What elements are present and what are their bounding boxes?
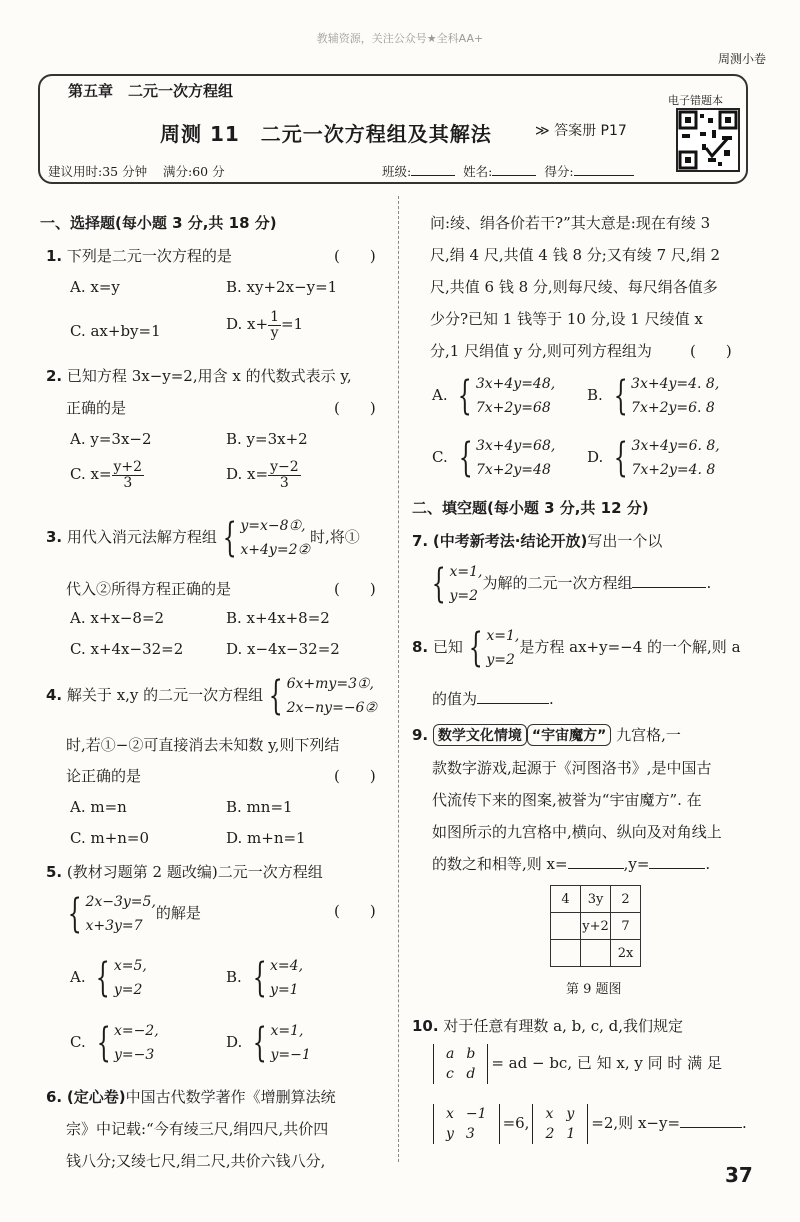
grid-cell — [551, 940, 581, 967]
question-3-line2: 代入②所得方程正确的是 — [66, 580, 232, 598]
question-6-line4: 问:绫、绢各价若干?”其大意是:现在有绫 3 — [430, 214, 711, 232]
option-a[interactable]: A. x=y — [70, 278, 120, 296]
qr-code-icon[interactable] — [676, 108, 740, 172]
score-field[interactable] — [574, 164, 634, 176]
score-label: 得分: — [544, 164, 574, 179]
answer-paren[interactable]: ( ) — [334, 580, 376, 598]
answer-blank-y[interactable] — [649, 855, 705, 869]
answer-blank[interactable] — [477, 690, 549, 704]
answer-blank[interactable] — [632, 574, 706, 588]
option-a[interactable]: A. y=3x−2 — [70, 430, 152, 448]
question-9: 9. 数学文化情境 “宇宙魔方” 九宫格,一 — [412, 726, 681, 744]
full-score: 满分:60 分 — [163, 164, 225, 179]
option-b[interactable]: B. { x=4, y=1 — [226, 955, 304, 1001]
question-6-line3: 钱八分;又绫七尺,绢二尺,共价六钱八分, — [66, 1152, 326, 1170]
equation-system: { y=x−8①, x+4y=2② — [222, 515, 311, 561]
option-b[interactable]: B. xy+2x−y=1 — [226, 278, 338, 296]
question-2-line2: 正确的是 — [66, 399, 127, 417]
question-2: 2. 已知方程 3x−y=2,用含 x 的代数式表示 y, — [46, 367, 352, 385]
column-divider — [398, 196, 399, 1162]
equation-system: { 6x+my=3①, 2x−ny=−6② — [268, 673, 378, 719]
option-d[interactable]: D. x−4x−32=2 — [226, 640, 340, 658]
suggested-time: 建议用时:35 分钟 — [48, 164, 148, 179]
class-label: 班级: — [382, 164, 412, 179]
name-label: 姓名: — [463, 164, 493, 179]
option-c[interactable]: C. x= $\frac{y+2}{3}$ — [70, 459, 143, 491]
question-10: 10. 对于任意有理数 a, b, c, d,我们规定 — [412, 1017, 684, 1035]
question-9-line3: 代流传下来的图案,被誉为“宇宙魔方”. 在 — [432, 791, 702, 809]
chapter-title: 第五章 二元一次方程组 — [60, 80, 241, 101]
question-6: 6. (定心卷)中国古代数学著作《增删算法统 — [46, 1088, 336, 1106]
option-b[interactable]: B. mn=1 — [226, 798, 293, 816]
name-field[interactable] — [492, 164, 536, 176]
topic-tag: “宇宙魔方” — [527, 724, 611, 746]
answer-blank[interactable] — [680, 1114, 742, 1128]
grid-cell — [581, 940, 611, 967]
figure-caption: 第 9 题图 — [566, 982, 622, 997]
question-6-line2: 宗》中记载:“今有绫三尺,绢四尺,共价四 — [66, 1120, 329, 1138]
option-b[interactable]: B. { 3x+4y=4. 8, 7x+2y=6. 8 — [587, 373, 720, 419]
determinant: x −1 y 3 — [433, 1104, 500, 1144]
magic-square-grid — [550, 885, 641, 967]
question-6-line5: 尺,绢 4 尺,共值 4 钱 8 分;又有绫 7 尺,绢 2 — [430, 246, 720, 264]
option-c[interactable]: C. x+4x−32=2 — [70, 640, 184, 658]
question-6-line8: 分,1 尺绢值 y 分,则可列方程组为 — [430, 342, 652, 360]
grid-cell: 2 — [611, 886, 641, 913]
question-8: 8. 已知 { x=1, y=2 是方程 ax+y=−4 的一个解,则 a — [412, 625, 741, 671]
option-d[interactable]: D. { x=1, y=−1 — [226, 1020, 311, 1066]
option-c[interactable]: C. { x=−2, y=−3 — [70, 1020, 159, 1066]
answer-paren[interactable]: ( ) — [690, 342, 732, 360]
option-b[interactable]: B. x+4x+8=2 — [226, 609, 330, 627]
option-b[interactable]: B. y=3x+2 — [226, 430, 308, 448]
option-a[interactable]: A. { x=5, y=2 — [70, 955, 147, 1001]
option-c[interactable]: C. ax+by=1 — [70, 322, 161, 340]
class-field[interactable] — [411, 164, 455, 176]
answer-blank-x[interactable] — [568, 855, 624, 869]
qr-label: 电子错题本 — [668, 94, 723, 107]
grid-cell: 7 — [611, 913, 641, 940]
answer-reference: ≫ 答案册 P17 — [535, 123, 627, 139]
question-3: 3. 用代入消元法解方程组 { y=x−8①, x+4y=2② 时,将① — [46, 515, 360, 561]
question-9-line5: 的数之和相等,则 x= ,y= . — [432, 855, 711, 873]
question-4-line2: 时,若①−②可直接消去未知数 y,则下列结 — [66, 736, 340, 754]
grid-cell: 2x — [611, 940, 641, 967]
question-7: 7. (中考新考法·结论开放)写出一个以 — [412, 532, 663, 550]
watermark-text: 教辅资源，关注公众号★全科AA+ — [316, 32, 484, 45]
option-a[interactable]: A. x+x−8=2 — [70, 609, 165, 627]
option-d[interactable]: D. m+n=1 — [226, 829, 306, 847]
question-5-system: { 2x−3y=5, x+3y=7 的解是 — [67, 891, 201, 937]
question-6-line6: 尺,共值 6 钱 8 分,则每尺绫、每尺绢各值多 — [430, 278, 718, 296]
option-a[interactable]: A. m=n — [70, 798, 127, 816]
question-5: 5. (教材习题第 2 题改编)二元一次方程组 — [46, 863, 323, 881]
grid-cell: 3y — [581, 886, 611, 913]
question-6-line7: 少分?已知 1 钱等于 10 分,设 1 尺绫值 x — [430, 310, 703, 328]
culture-tag: 数学文化情境 — [433, 724, 527, 746]
option-d[interactable]: D. x+ $\frac{1}{y}$ =1 — [226, 309, 304, 341]
section-fill-title: 二、填空题(每小题 3 分,共 12 分) — [412, 499, 649, 517]
section-choice-title: 一、选择题(每小题 3 分,共 18 分) — [40, 214, 277, 232]
question-1: 1. 下列是二元一次方程的是 — [46, 247, 232, 265]
answer-paren[interactable]: ( ) — [334, 902, 376, 920]
option-d[interactable]: D. { 3x+4y=6. 8, 7x+2y=4. 8 — [587, 435, 720, 481]
grid-cell: y+2 — [581, 913, 611, 940]
question-10-line3: x −1 y 3 =6, x y 2 1 =2,则 x−y= . — [430, 1104, 747, 1144]
determinant: a b c d — [433, 1044, 488, 1084]
option-c[interactable]: C. m+n=0 — [70, 829, 150, 847]
answer-paren[interactable]: ( ) — [334, 399, 376, 417]
question-4: 4. 解关于 x,y 的二元一次方程组 { 6x+my=3①, 2x−ny=−6② — [46, 673, 378, 719]
page-number: 37 — [725, 1163, 753, 1187]
question-10-line2: a b c d = ad − bc, 已 知 x, y 同 时 满 足 — [430, 1044, 722, 1084]
option-d[interactable]: D. x= $\frac{y-2}{3}$ — [226, 459, 299, 491]
answer-paren[interactable]: ( ) — [334, 247, 376, 265]
question-9-line2: 款数字游戏,起源于《河图洛书》,是中国古 — [432, 759, 712, 777]
corner-tag: 周测小卷 — [717, 52, 766, 66]
determinant: x y 2 1 — [532, 1104, 588, 1144]
question-4-line3: 论正确的是 — [66, 767, 142, 785]
option-a[interactable]: A. { 3x+4y=48, 7x+2y=68 — [432, 373, 556, 419]
grid-cell — [551, 913, 581, 940]
question-8-line2: 的值为 . — [432, 690, 554, 708]
question-7-system: { x=1, y=2 为解的二元一次方程组 . — [431, 561, 712, 607]
answer-paren[interactable]: ( ) — [334, 767, 376, 785]
grid-cell: 4 — [551, 886, 581, 913]
page-title: 周测 11 二元一次方程组及其解法 — [160, 122, 492, 146]
option-c[interactable]: C. { 3x+4y=68, 7x+2y=48 — [432, 435, 556, 481]
question-9-line4: 如图所示的九宫格中,横向、纵向及对角线上 — [432, 823, 722, 841]
